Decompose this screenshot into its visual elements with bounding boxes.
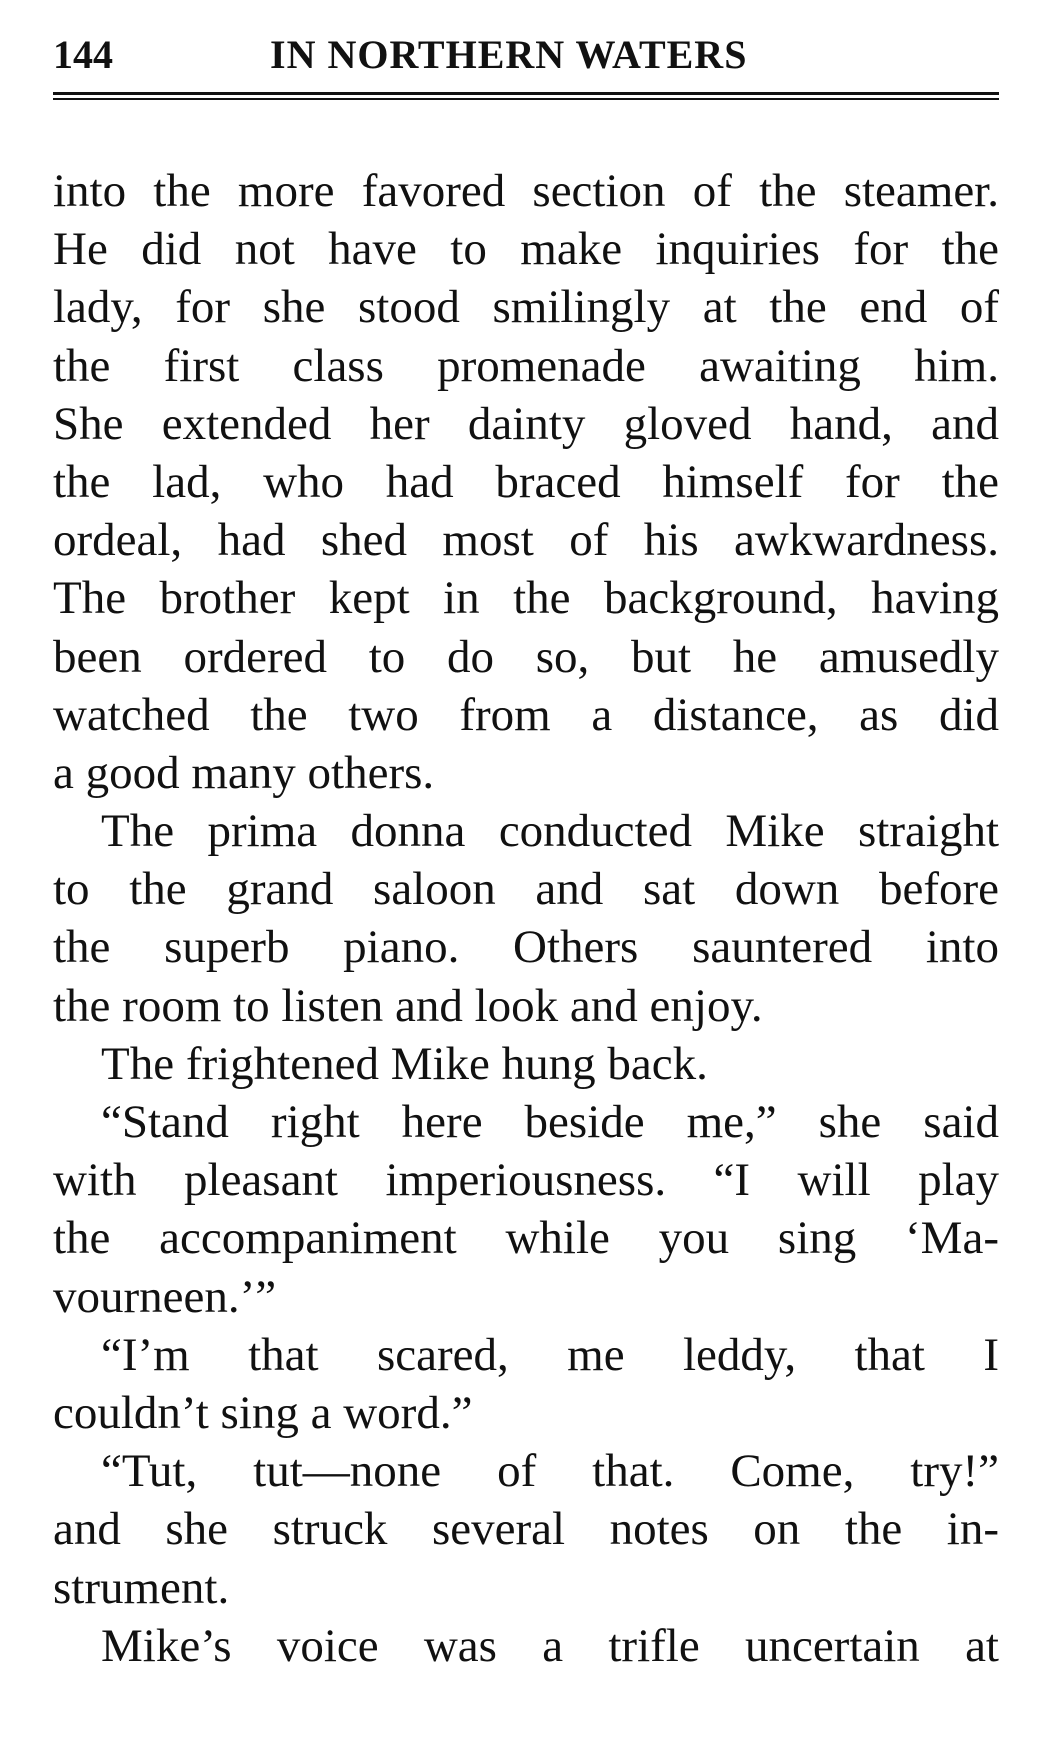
text-line: to the grand saloon and sat down before [53,863,999,916]
text-line: She extended her dainty gloved hand, and [53,397,999,450]
text-line: The frightened Mike hung back. [101,1037,708,1090]
text-line: vourneen.’” [53,1270,277,1323]
body-text [53,162,999,1675]
text-line: with pleasant imperiousness. “I will play [53,1154,999,1207]
text-line: He did not have to make inquiries for the [53,223,999,276]
text-line: couldn’t sing a word.” [53,1386,473,1439]
text-line: Mike’s voice was a trifle uncertain at [101,1619,999,1672]
running-head [53,30,997,80]
text-line: the first class promenade awaiting him. [53,339,999,392]
text-line: “Stand right here beside me,” she said [101,1096,999,1148]
header-double-rule [53,92,999,100]
text-line: been ordered to do so, but he amusedly [53,630,999,683]
text-line: the superb piano. Others sauntered into [53,921,999,974]
text-line: “I’m that scared, me leddy, that I [101,1328,999,1381]
text-line: The brother kept in the background, having [53,572,999,625]
text-line: “Tut, tut—none of that. Come, try!” [101,1445,999,1498]
text-line: ordeal, had shed most of his awkwardness. [53,514,999,567]
text-line: the lad, who had braced himself for the [53,455,999,508]
text-line: strument. [53,1561,230,1614]
page-number: 144 [53,32,113,77]
text-line: lady, for she stood smilingly at the end of [53,281,999,334]
text-line: the accompaniment while you sing ‘Ma- [53,1212,999,1265]
text-line: the room to listen and look and enjoy. [53,979,763,1032]
running-title: IN NORTHERN WATERS [270,32,748,77]
text-line: into the more favored section of the steamer. [53,165,999,217]
text-line: and she struck several notes on the in- [53,1503,999,1556]
text-line: The prima donna conducted Mike straight [101,805,999,858]
text-line: watched the two from a distance, as did [53,688,999,741]
text-line: a good many others. [53,746,435,799]
